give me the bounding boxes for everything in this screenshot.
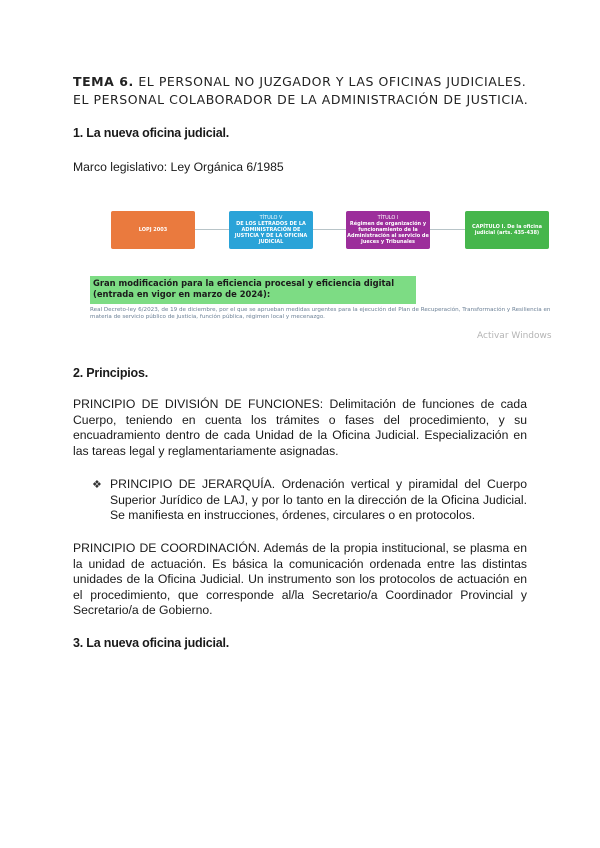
section1-heading: 1. La nueva oficina judicial.	[73, 126, 230, 140]
reform-banner	[90, 276, 416, 304]
activate-windows-watermark: Activar Windows	[477, 331, 552, 341]
section2-heading: 2. Principios.	[73, 366, 149, 380]
principle-division: PRINCIPIO DE DIVISIÓN DE FUNCIONES: Delimitación de funciones de cada Cuerpo, teniendo en cuenta los trámites o fases del procedimiento, y su encuadramiento dentro de cada Unidad de la Oficina Judicial. Especialización en las tareas legal y reglamentariamente asignadas.	[73, 397, 527, 458]
diagram-box-titulo-v	[229, 211, 313, 249]
diagram-box-capitulo-i: CAPÍTULO I. De la oficina judicial (arts. 435-438)	[465, 211, 549, 249]
box2-text: DE LOS LETRADOS DE LA ADMINISTRACIÓN DE JUSTICIA Y DE LA OFICINA JUDICIAL	[234, 221, 308, 245]
title-number: TEMA 6.	[73, 74, 134, 89]
title-text: EL PERSONAL NO JUZGADOR Y LAS OFICINAS JUDICIALES. EL PERSONAL COLABORADOR DE LA ADMINISTRACIÓN DE JUSTICIA.	[73, 74, 529, 107]
diagram-box-lopj: LOPJ 2003	[111, 211, 195, 249]
decree-text: Real Decreto-ley 6/2023, de 19 de diciembre, por el que se aprueban medidas urgentes para la ejecución del Plan de Recuperación, Transformación y Resiliencia en materia de servicio público de justicia, función pública, régimen local y mecenazgo.	[90, 307, 551, 320]
principle-coordination: PRINCIPIO DE COORDINACIÓN. Además de la propia institucional, se plasma en la unidad de actuación. Es básica la comunicación ordenada entre las distintas unidades de la Oficina Judicial. Un instrumento son los protocolos de actuación en el procedimiento, que corresponde al/la Secretario/a Coordinador Provincial y Secretario/a de Gobierno.	[73, 541, 527, 618]
banner-line-2: (entrada en vigor en marzo de 2024):	[93, 289, 271, 299]
box3-text: Régimen de organización y funcionamiento de la Administración al servicio de Jueces y Tribunales	[347, 221, 429, 245]
document-title	[73, 73, 543, 109]
section3-heading: 3. La nueva oficina judicial.	[73, 636, 230, 650]
banner-line-1: Gran modificación para la eficiencia procesal y eficiencia digital	[93, 278, 395, 288]
diagram-box-titulo-i	[346, 211, 430, 249]
principle-hierarchy: PRINCIPIO DE JERARQUÍA. Ordenación vertical y piramidal del Cuerpo Superior Jurídico de LAJ, y por lo tanto en la dirección de la Oficina Judicial. Se manifiesta en instrucciones, órdenes, circulares o en protocolos.	[110, 477, 527, 523]
box3-label: TÍTULO I	[377, 215, 399, 221]
diamond-bullet-icon: ❖	[92, 479, 102, 491]
marco-legislativo: Marco legislativo: Ley Orgánica 6/1985	[73, 160, 284, 174]
box2-label: TÍTULO V	[259, 215, 283, 221]
